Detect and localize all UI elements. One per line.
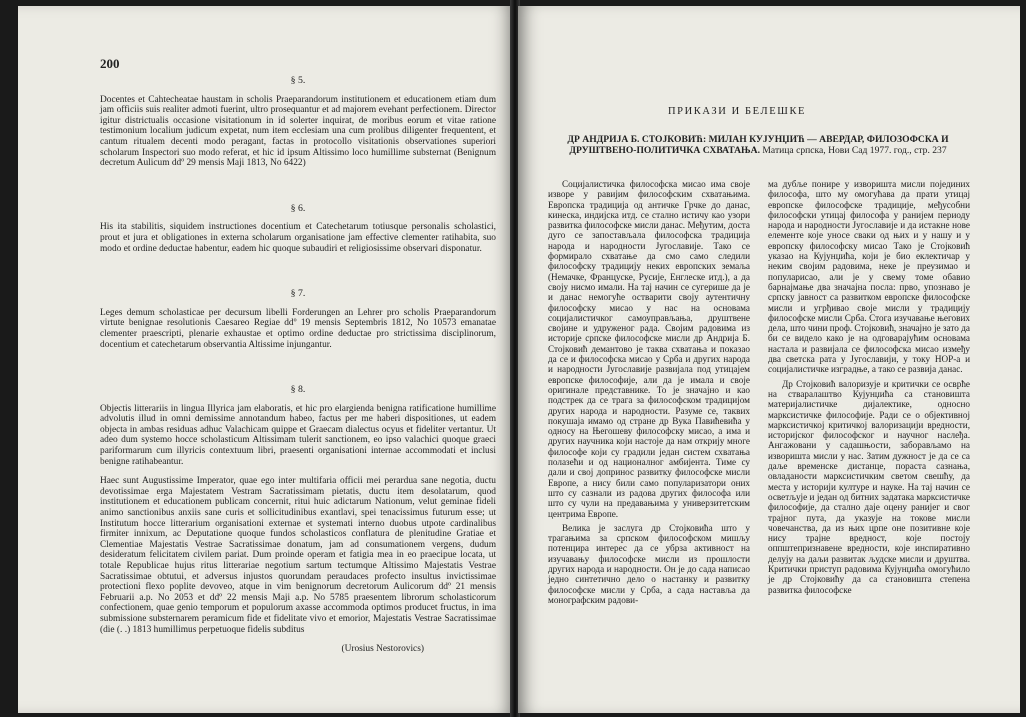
review-paragraph: Др Стојковић валоризује и критички се осврће на стваралаштво Кујунџића са становишта материјалистичке дијалектике, односно марксистичке философије. Ради се о објективној марксистичкој критичкој валоризацији вредности, историјског философског и научног наслеђа. Ангажовани у садашњости, заборављамо на изворишта мисли у нас. Затим дужност је да се са даље временске дистанце, пораста сазнања, овладаности марксистичким светом свешћу, да места у историји културе и науке. На тај начин се осветљује и један од битних задатака марксистичке философије, да стално даје оцену ранијег и свог трајног пута, да указује на токове мисли човечанства, да из њих црпе оне позитивне које нису трајне вредност, које постоју оппштепризнавене вредности, које инспиративно делују на даљи развитак људске мисли и друштва. Критички приступ радовима Кујунџића омогућило је др Стојковићу да са становишта степена развитка философске	[768, 378, 970, 595]
signature: (Urosius Nestorovics)	[341, 644, 424, 655]
closing-paragraph: Haec sunt Augustissime Imperator, quae ego inter multifaria officii mei perardua sane negotia, ductu devotissimae erga Majestatem Vestram Sacratissimam pietatis, ductu item desolatarum, quod institutionem et educationem publicam concernit, ritui huic adictarum Nationum, velut geminae fideli animo sanctionibus anxiis sane curis et sollicitudinibus exantlavi, spei tenacissimus futurum esse; ut Institutum hocce litterarium organisationi externae et systemati interno duobus utpote cardinalibus firmiter innixum, ac Deputatione quoque fundos scholasticos conflatura de plenitudine Gratiae et Clementiae Majestatis Vestrae Sacratissimae donatum, jam ad consumationem vergens, dudum desideratum felicitatem civilem pariat. Dum proinde operam et fatigia mea in eo praecipue locata, ut totale Republicae hujus ritus litterariae negotium sartum tectumque Altissimo Majestatis Vestrae Sacratissimae obtutui, et adversus injustos quorundam peraudaces profecto insultus invictissimae protectioni flexo poplite devoveo, atque in vim benignorum decretorum Aulicorum ddº 21 mensis Februarii a.p. No 2053 et ddº 22 mensis Maji a.p. No 5785 praesentem librorum scholasticorum confectionem, quae genio temporum et populorum axasse accommoda optimos producet fructus, in ima submissione substernarem peramicum fide et fidelitate vivo et emorior, Majestatis Vestrae Sacratissimae (die (. .) 1813 humillimus perpetuoque fidelis subditus	[100, 476, 496, 635]
review-title-block	[544, 134, 972, 156]
review-column-left	[548, 179, 750, 605]
latin-document-text	[100, 76, 496, 655]
section-heading: § 5.	[290, 75, 306, 86]
section-paragraph: Leges demum scholasticae per decursum libelli Forderungen an Lehrer pro scholis Praeparandorum virtute benignae resolutionis Caesareo Regiae ddº 19 mensis Septembris 1812, No 10573 emanatae clementer praescripti, plenarie exhaustae et optimo ordine deductae pro strictissima disciplinorum, docentium et catechetarum observantia Altissime injungantur.	[100, 307, 496, 350]
section-heading: § 8.	[290, 384, 306, 396]
publisher-info: Матица српска, Нови Сад 1977. год., стр. 237	[762, 145, 947, 156]
review-title: ДР АНДРИЈА Б. СТОЈКОВИЋ: МИЛАН КУЈУНЏИЋ — АВЕРДАР, ФИЛОЗОФСКА И ДРУШТВЕНО-ПОЛИТИЧКА СХВАТАЊА.	[567, 134, 949, 156]
review-paragraph: ма дубље понире у изворишта мисли појединих философа, што му омогућава да прати утицај европске философске традиције, међусобни философски утицај философа у ранијем периоду народа и народности Југославије и да истакне нове елементе које уносе сваки од њих и у нашу и у европску философску мисао Тако је Стојковић указао на Кујунџића, који је био еклектичар у неким својим радовима, неке је преузимао и популарисао, али је у свему томе обавио барнајмање два значајна посла: прво, упознаво је српску јавност са развитком европске философске мисли и угрђивао своје мисли у традицију философске мисли Срба. Стога изучавање његових дела, што чини проф. Стојковић, значајно је зато да би се видело како је на одговарајућим основама настала и развијала се философска мисао између два светска рата у Југославији, у току НОР-а и социјалистичке изградње, а тако се развија данас.	[768, 179, 970, 375]
review-column-right	[768, 179, 970, 595]
right-page	[518, 6, 1020, 713]
section-heading: § 7.	[290, 288, 306, 300]
review-paragraph: Велика је заслуга др Стојковића што у трагањима за српском философском мишљу потенцира интерес да се убрза активност на изучавању философске мисли из прошлости других народа и народности. Он је до сада написао једно синтетично дело о настанку и развитку философске мисли у Срба, а сада наставља да монографским радови-	[548, 522, 750, 605]
page-number: 200	[100, 56, 120, 71]
review-paragraph: Социјалистичка философска мисао има своје изворе у равијим философским схватањима. Европска традиција од античке Грчке до данас, кинеска, индијска итд. се стално истичу као узори развитка философске мисли данас. Међутим, доста дуго се запостављала философска традиција народа и народности Југославије. Тако се формирало схватање да смо само следили философску традицију неких европских земаља (Немачке, Француске, Русије, Енглеске итд.), а да своју нисмо имали. На тај начин се сугерише да је и данас немогуће остварити своју аутентичну философску мисао у нас на основама социјалистичког самоуправљања, друштвене својине и удруженог рада. Својим радовима из историје српске философске мисли др Андрија Б. Стојковић демантово је таква схватања и показао да се и философска мисао у Срба и других народа и народности Југославије развијала под утицајем европске философије, али да је имала и своје оригинале представнике. То је значајно и као подстрек да се трага за философском традицијом других народа и народности. Разуме се, таквих покушаја имамо од стране др Вука Павићевића у односу на Његошеву философску мисао, а има и других научника који настоје да нам открију многе философе који су градили један систем схватања полазећи и од националног амбијента. Тиме су дали и свој допринос развитку философске мисли Европе, а нису били само популаризатори оних што су сазнали из радова других философа или што су чули на предавањима у универзитетским центрима Европе.	[548, 179, 750, 519]
section-paragraph: Docentes et Cahtecheatae haustam in scholis Praeparandorum institutionem et educationem etiam dum jam officiis suis realiter admoti fuerint, ultro prosequantur et ad majorem evehant perfectionem. Director igitur districtualis occasione visitationum in id solerter inquirat, de moribus eorum et vitae ratione testimonium localium judicum expetat, num item ecclesiam una cum prolibus diligenter frequentent, et cantum ritualem decenti modo peragant, factas in protocollo visitationis observationes superiori scholarum Inspectori suo modo referat, et hic id ipsum Altissimo loco humillime substernat (Benignum decretum Aulicum ddº 29 mensis Maji 1813, No 6422)	[100, 94, 496, 169]
section-paragraph: Objectis litterariis in lingua Illyrica jam elaboratis, et hic pro elargienda benigna ratificatione humillime advolutis illud in omni demissime annotandum habeo, factus per me haberi dispositiones, ut eadem objecta in ambas residuas adhuc Valachicam quippe et Graecam dialectus ocyus et fideliter vertantur. Ut adeo dum systemo hocce scholasticum Altissimam tulerit sanctionem, eo ipso valachici quoque graeci pariformarum cum illyricis contextuum libri, praesenti organisationi internae accommodati et inclusi benigne ratihabeantur.	[100, 403, 496, 467]
section-paragraph: His ita stabilitis, siquidem instructiones docentium et Catechetarum totiusque personalis scholastici, prout et jura et obligationes in externa scholarum organisatione jam effective clementer ratihabita, suo modo et ordine deductae habentur, eadem hic quoque subaudiri et religiosissime observari disponatur.	[100, 222, 496, 254]
section-heading: § 6.	[290, 202, 306, 214]
section-header: ПРИКАЗИ И БЕЛЕШКЕ	[668, 106, 807, 117]
left-page	[18, 6, 514, 713]
